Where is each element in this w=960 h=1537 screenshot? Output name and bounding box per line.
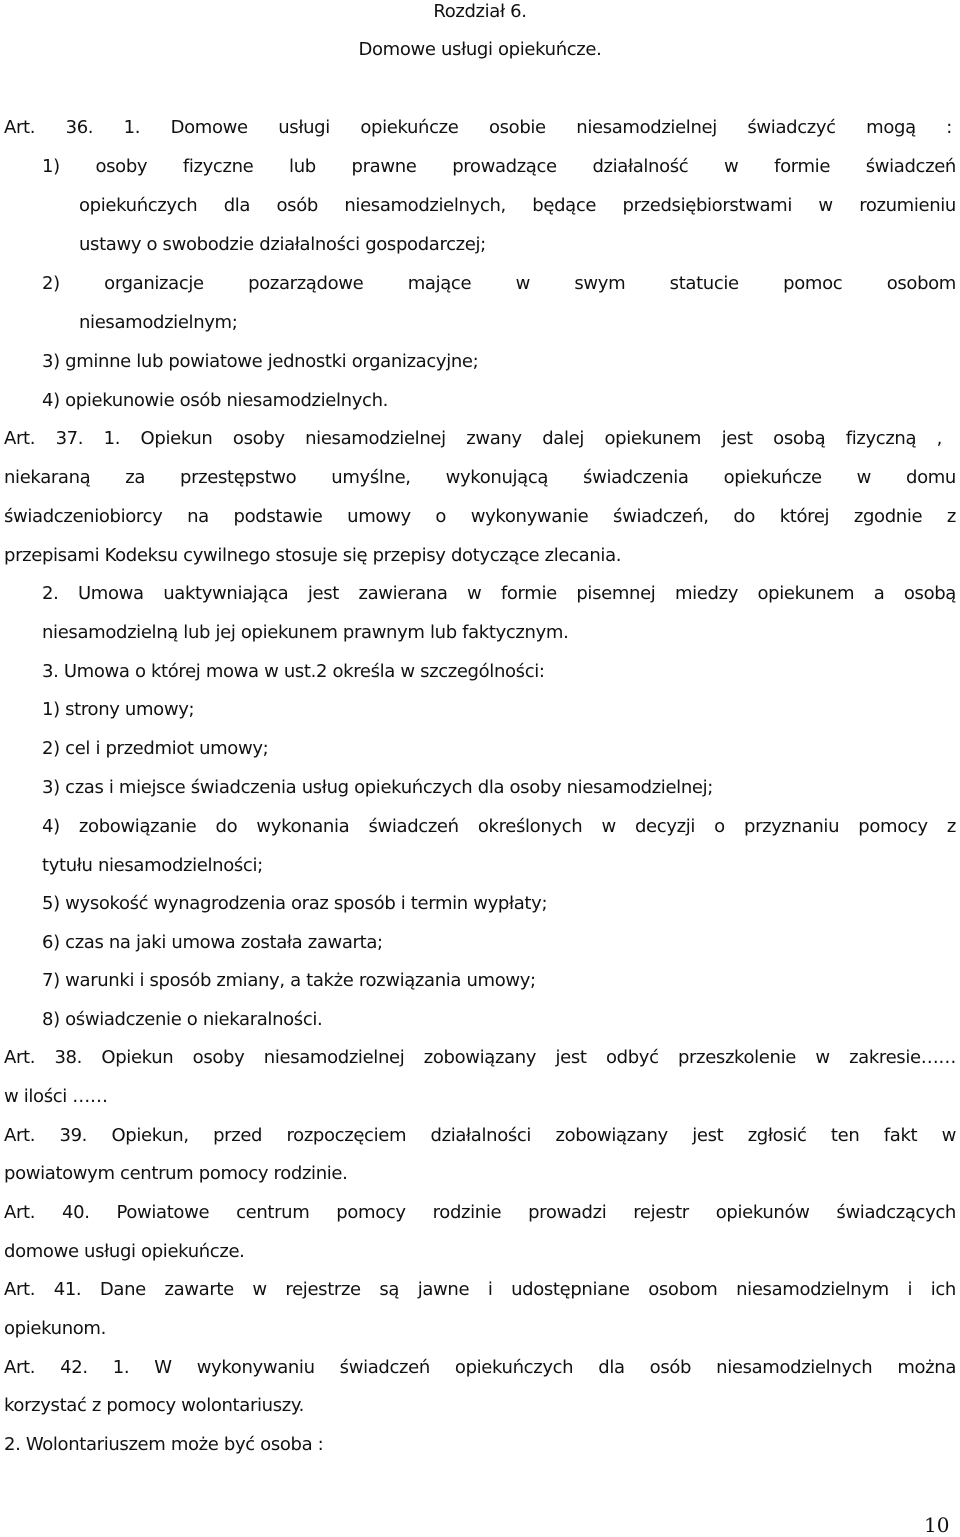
art39-line-1: Art. 39. Opiekun, przed rozpoczęciem działalności zobowiązany jest zgłosić ten fakt w <box>4 1125 956 1146</box>
art38-line-2: w ilości …… <box>4 1086 108 1107</box>
art37-list-4: 4) zobowiązanie do wykonania świadczeń określonych w decyzji o przyznaniu pomocy z <box>42 816 956 837</box>
chapter-number: Rozdział 6. <box>433 1 527 22</box>
art39-line-2: powiatowym centrum pomocy rodzinie. <box>4 1163 348 1184</box>
art37-list-4-cont: tytułu niesamodzielności; <box>42 855 263 876</box>
art42-line-2: korzystać z pomocy wolontariuszy. <box>4 1395 304 1416</box>
art37-line-3: świadczeniobiorcy na podstawie umowy o wykonywanie świadczeń, do której zgodnie z <box>4 506 956 527</box>
art37-line-7: 3. Umowa o której mowa w ust.2 określa w szczególności: <box>42 661 545 682</box>
art37-list-1: 1) strony umowy; <box>42 699 195 720</box>
art40-line-1: Art. 40. Powiatowe centrum pomocy rodzinie prowadzi rejestr opiekunów świadczących <box>4 1202 956 1223</box>
art41-line-1: Art. 41. Dane zawarte w rejestrze są jawne i udostępniane osobom niesamodzielnym i ich <box>4 1279 956 1300</box>
art37-list-2: 2) cel i przedmiot umowy; <box>42 738 269 759</box>
art36-line-7: 3) gminne lub powiatowe jednostki organizacyjne; <box>42 351 479 372</box>
art36-line-1: Art. 36. 1. Domowe usługi opiekuńcze osobie niesamodzielnej świadczyć mogą : <box>4 117 952 138</box>
art36-line-3: opiekuńczych dla osób niesamodzielnych, będące przedsiębiorstwami w rozumieniu <box>79 195 956 216</box>
art42-line-3: 2. Wolontariuszem może być osoba : <box>4 1434 324 1455</box>
art36-line-6: niesamodzielnym; <box>79 312 238 333</box>
art37-line-6: niesamodzielną lub jej opiekunem prawnym lub faktycznym. <box>42 622 569 643</box>
art37-line-2: niekaraną za przestępstwo umyślne, wykonującą świadczenia opiekuńcze w domu <box>4 467 956 488</box>
art37-list-3: 3) czas i miejsce świadczenia usług opiekuńczych dla osoby niesamodzielnej; <box>42 777 713 798</box>
art38-line-1: Art. 38. Opiekun osoby niesamodzielnej zobowiązany jest odbyć przeszkolenie w zakresie…… <box>4 1047 956 1068</box>
art37-list-7: 7) warunki i sposób zmiany, a także rozwiązania umowy; <box>42 970 536 991</box>
art36-line-4: ustawy o swobodzie działalności gospodarczej; <box>79 234 486 255</box>
art37-list-6: 6) czas na jaki umowa została zawarta; <box>42 932 383 953</box>
page-number: 10 <box>924 1513 950 1537</box>
art41-line-2: opiekunom. <box>4 1318 106 1339</box>
chapter-title: Domowe usługi opiekuńcze. <box>358 39 602 60</box>
art37-list-5: 5) wysokość wynagrodzenia oraz sposób i termin wypłaty; <box>42 893 548 914</box>
art37-line-4: przepisami Kodeksu cywilnego stosuje się przepisy dotyczące zlecania. <box>4 545 622 566</box>
art37-list-8: 8) oświadczenie o niekaralności. <box>42 1009 323 1030</box>
art36-line-8: 4) opiekunowie osób niesamodzielnych. <box>42 390 389 411</box>
art40-line-2: domowe usługi opiekuńcze. <box>4 1241 245 1262</box>
art42-line-1: Art. 42. 1. W wykonywaniu świadczeń opiekuńczych dla osób niesamodzielnych można <box>4 1357 956 1378</box>
art37-line-5: 2. Umowa uaktywniająca jest zawierana w formie pisemnej miedzy opiekunem a osobą <box>42 583 956 604</box>
art37-line-1: Art. 37. 1. Opiekun osoby niesamodzielnej zwany dalej opiekunem jest osobą fizyczną , <box>4 428 942 449</box>
art36-line-5: 2) organizacje pozarządowe mające w swym statucie pomoc osobom <box>42 273 956 294</box>
art36-line-2: 1) osoby fizyczne lub prawne prowadzące działalność w formie świadczeń <box>42 156 956 177</box>
